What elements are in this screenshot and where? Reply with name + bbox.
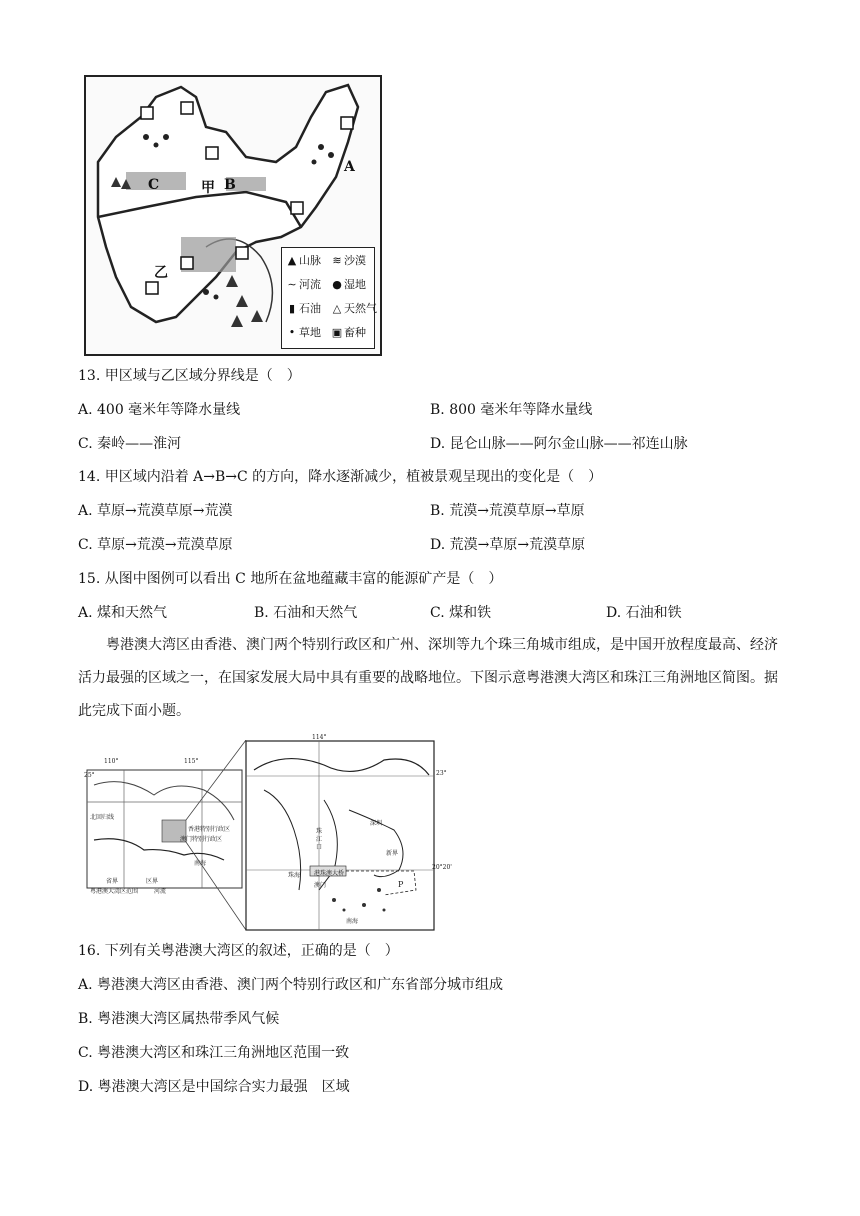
macau-label: 澳门特别行政区 bbox=[180, 836, 223, 843]
p-label: P bbox=[398, 880, 404, 889]
estuary-char-1: 珠 bbox=[316, 828, 323, 835]
xinjie-label: 新界 bbox=[386, 850, 399, 857]
q14-option-b[interactable]: B. 荒漠→荒漠草原→草原 bbox=[430, 503, 585, 519]
legend-province: 省界 bbox=[106, 878, 119, 885]
map1-legend bbox=[281, 247, 375, 349]
legend-mountain: ▲ 山脉 bbox=[285, 254, 321, 268]
estuary-char-3: 口 bbox=[316, 844, 323, 851]
q15-option-a[interactable]: A. 煤和天然气 bbox=[78, 605, 168, 621]
q13-option-a[interactable]: A. 400 毫米年等降水量线 bbox=[78, 402, 241, 418]
oil-icon: ▮ bbox=[288, 302, 296, 315]
legend-district: 区界 bbox=[146, 878, 159, 885]
q14-option-d[interactable]: D. 荒漠→草原→荒漠草原 bbox=[430, 537, 586, 553]
q15-option-c[interactable]: C. 煤和铁 bbox=[430, 605, 492, 621]
macau-right-label: 澳门 bbox=[314, 882, 327, 889]
label-b: B bbox=[224, 177, 236, 193]
label-yi: 乙 bbox=[154, 265, 168, 281]
lon-110: 110° bbox=[104, 758, 119, 765]
lon-115: 115° bbox=[184, 758, 199, 765]
desert-icon: ≋ bbox=[332, 254, 342, 267]
q16-option-d[interactable]: D. 粤港澳大湾区是中国综合实力最强 区域 bbox=[78, 1079, 350, 1095]
q16-option-a[interactable]: A. 粤港澳大湾区由香港、澳门两个特别行政区和广东省部分城市组成 bbox=[78, 977, 504, 993]
zhuhai-label: 珠海 bbox=[288, 872, 301, 879]
bridge-label: 港珠澳大桥 bbox=[314, 870, 345, 877]
lat-23: 23° bbox=[436, 770, 447, 777]
passage-text: 粤港澳大湾区由香港、澳门两个特别行政区和广州、深圳等九个珠三角城市组成，是中国开放程度最高、经济活力最强的区域之一，在国家发展大局中具有重要的战略地位。下图示意粤港澳大湾区和珠江三角洲地区简图。据此完成下面小题。 bbox=[78, 637, 778, 719]
legend-grassland: • 草地 bbox=[285, 326, 321, 340]
q16-stem: 16. 下列有关粤港澳大湾区的叙述，正确的是（ ） bbox=[78, 943, 399, 959]
legend-oil: ▮ 石油 bbox=[285, 302, 321, 316]
estuary-char-2: 江 bbox=[316, 836, 323, 843]
wetland-icon: ● bbox=[332, 278, 342, 291]
q15-option-d[interactable]: D. 石油和铁 bbox=[606, 605, 682, 621]
left-sea-label: 南海 bbox=[194, 860, 207, 867]
lon-114: 114° bbox=[312, 734, 327, 741]
q13-option-b[interactable]: B. 800 毫米年等降水量线 bbox=[430, 402, 593, 418]
map2-graphic bbox=[84, 740, 436, 932]
species-icon: ▣ bbox=[331, 326, 343, 339]
mountain-icon: ▲ bbox=[287, 254, 297, 267]
tropic-label: 北回归线 bbox=[90, 814, 115, 821]
q15-option-b[interactable]: B. 石油和天然气 bbox=[254, 605, 358, 621]
q14-option-a[interactable]: A. 草原→荒漠草原→荒漠 bbox=[78, 503, 233, 519]
legend-gas: △ 天然气 bbox=[330, 302, 377, 316]
q13-stem: 13. 甲区域与乙区域分界线是（ ） bbox=[78, 368, 301, 384]
legend-species: ▣ 畜种 bbox=[331, 326, 366, 339]
label-jia: 甲 bbox=[201, 180, 215, 196]
q16-option-b[interactable]: B. 粤港澳大湾区属热带季风气候 bbox=[78, 1011, 280, 1027]
right-sea-label: 南海 bbox=[346, 918, 359, 925]
river-icon: ∼ bbox=[287, 278, 297, 291]
lat-25: 25° bbox=[84, 772, 95, 779]
q14-stem: 14. 甲区域内沿着 A→B→C 的方向，降水逐渐减少，植被景观呈现出的变化是（ ） bbox=[78, 469, 603, 485]
gas-icon: △ bbox=[332, 302, 342, 315]
lat-2020: 20°20' bbox=[432, 864, 452, 871]
grassland-icon: • bbox=[288, 326, 296, 339]
shenzhen-label: 深圳 bbox=[370, 820, 383, 827]
map-greater-bay-area bbox=[84, 734, 452, 932]
q14-option-c[interactable]: C. 草原→荒漠→荒漠草原 bbox=[78, 537, 233, 553]
q15-stem: 15. 从图中图例可以看出 C 地所在盆地蕴藏丰富的能源矿产是（ ） bbox=[78, 571, 503, 587]
legend-river: ∼ 河流 bbox=[285, 278, 321, 292]
q13-option-d[interactable]: D. 昆仑山脉——阿尔金山脉——祁连山脉 bbox=[430, 436, 688, 452]
legend-wetland: ● 湿地 bbox=[330, 278, 366, 292]
q16-option-c[interactable]: C. 粤港澳大湾区和珠江三角洲地区范围一致 bbox=[78, 1045, 350, 1061]
legend-desert: ≋ 沙漠 bbox=[330, 254, 366, 268]
hk-label: 香港特别行政区 bbox=[188, 826, 231, 833]
map-northwest-china bbox=[84, 75, 382, 356]
label-a: A bbox=[344, 159, 355, 175]
legend-gba: 粤港澳大湾区范围 bbox=[90, 888, 139, 895]
legend-river2: 河流 bbox=[154, 888, 167, 895]
label-c: C bbox=[148, 177, 160, 193]
q13-option-c[interactable]: C. 秦岭——淮河 bbox=[78, 436, 182, 452]
